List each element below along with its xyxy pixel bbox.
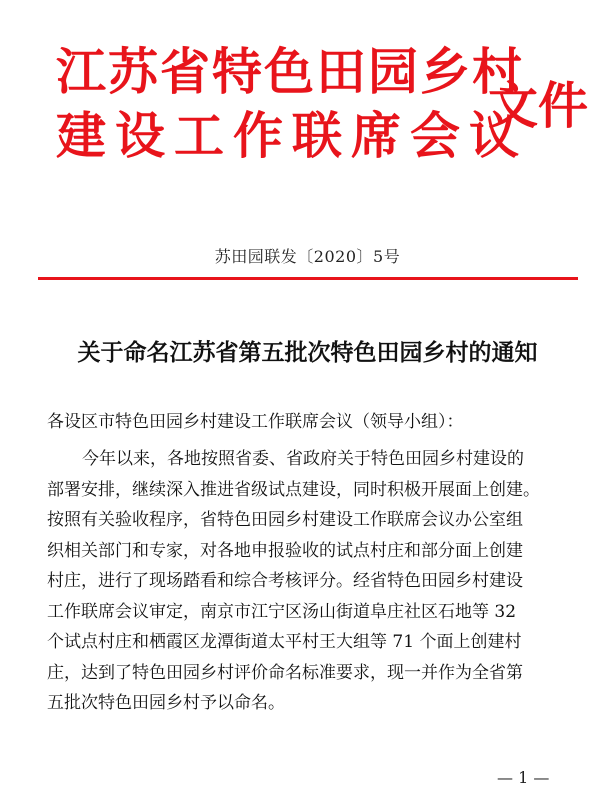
document-title: 关于命名江苏省第五批次特色田园乡村的通知 — [77, 339, 538, 366]
header-issuer-line-1: 江苏省特色田园乡村 — [56, 42, 524, 101]
body-line: 五批次特色田园乡村予以命名。 — [47, 693, 285, 713]
body-line: 按照有关验收程序，省特色田园乡村建设工作联席会议办公室组 — [47, 510, 523, 530]
red-divider-line — [38, 277, 578, 280]
body-line: 织相关部门和专家，对各地申报验收的试点村庄和部分面上创建 — [47, 540, 523, 561]
body-line: 庄，达到了特色田园乡村评价命名标准要求，现一并作为全省第 — [47, 662, 523, 683]
body-line: 村庄，进行了现场踏看和综合考核评分。经省特色田园乡村建设 — [47, 571, 523, 591]
body-line: 工作联席会议审定，南京市江宁区汤山街道阜庄社区石地等 32 — [47, 601, 517, 622]
header-issuer-line-2: 建设工作联席会议 — [56, 106, 528, 165]
header-document-label: 文件 — [488, 76, 588, 135]
body-line: 个试点村庄和栖霞区龙潭街道太平村王大组等 71 个面上创建村 — [47, 632, 522, 652]
body-text — [47, 444, 577, 719]
document-number: 苏田园联发〔2020〕5号 — [214, 247, 401, 266]
document-header — [56, 42, 588, 174]
salutation: 各设区市特色田园乡村建设工作联席会议（领导小组）： — [47, 412, 464, 432]
page-number: — 1 — — [497, 768, 550, 787]
body-line: 今年以来，各地按照省委、省政府关于特色田园乡村建设的 — [82, 449, 524, 469]
body-line: 部署安排，继续深入推进省级试点建设，同时积极开展面上创建。 — [47, 479, 540, 500]
